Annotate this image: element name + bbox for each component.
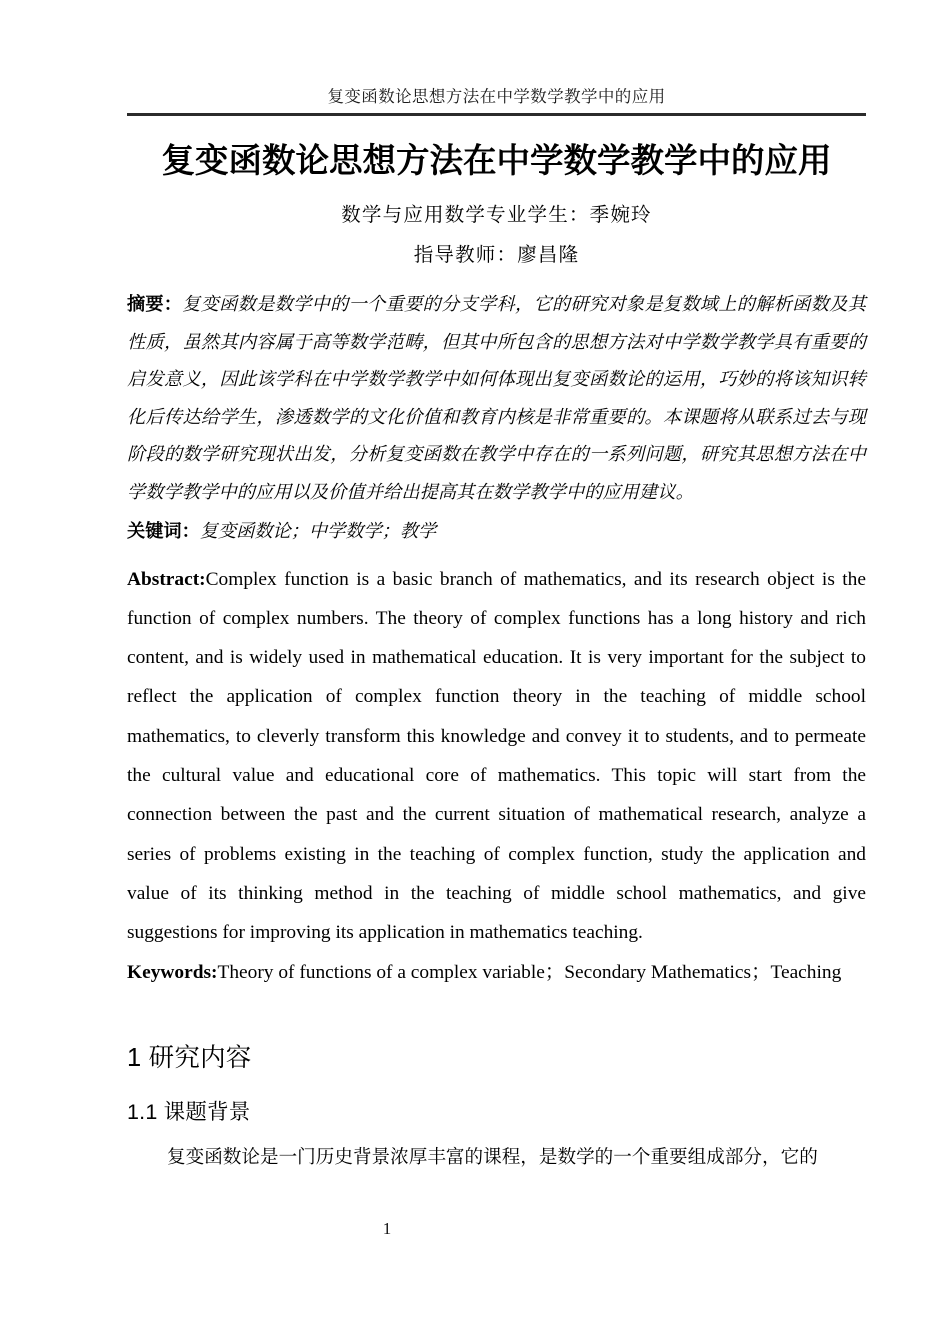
english-keywords bbox=[127, 952, 866, 992]
english-abstract-text: Complex function is a basic branch of mathematics, and its research object is the function of complex numbers. The theory of complex functions has a long history and rich content, and is widely used in mathematical education. It is very important for the subject to reflect the application of complex function theory in the teaching of middle school mathematics, to cleverly transform this knowledge and convey it to students, and to permeate the cultural value and educational core of mathematics. This topic will start from the connection between the past and the current situation of mathematical research, analyze a series of problems existing in the teaching of complex function, study the application and value of its thinking method in the teaching of middle school mathematics, and give suggestions for improving its application in mathematics teaching. bbox=[127, 568, 866, 944]
running-header: 复变函数论思想方法在中学数学教学中的应用 bbox=[327, 87, 666, 106]
chinese-keywords bbox=[127, 511, 866, 551]
page-content bbox=[127, 130, 866, 1176]
page-title: 复变函数论思想方法在中学数学教学中的应用 bbox=[161, 143, 832, 180]
section-heading-1: 1 研究内容 bbox=[127, 1043, 252, 1072]
section-heading-1-1: 1.1 课题背景 bbox=[127, 1099, 251, 1124]
chinese-keywords-label: 关键词： bbox=[127, 521, 200, 541]
english-abstract-label: Abstract: bbox=[127, 568, 206, 590]
page-number: 1 bbox=[382, 1219, 392, 1238]
header-rule-divider bbox=[127, 113, 866, 116]
byline-student: 数学与应用数学专业学生：季婉玲 bbox=[341, 205, 652, 226]
chinese-abstract-text: 复变函数是数学中的一个重要的分支学科，它的研究对象是复数域上的解析函数及其性质，虽然其内容属于高等数学范畴，但其中所包含的思想方法对中学数学教学具有重要的启发意义，因此该学科在中学数学教学中如何体现出复变函数论的运用，巧妙的将该知识转化后传达给学生，渗透数学的文化价值和教育内核是非常重要的。本课题将从联系过去与现阶段的数学研究现状出发，分析复变函数在教学中存在的一系列问题，研究其思想方法在中学数学教学中的应用以及价值并给出提高其在数学教学中的应用建议。 bbox=[127, 294, 866, 502]
english-keywords-label: Keywords: bbox=[127, 962, 218, 984]
english-abstract bbox=[127, 551, 866, 953]
chinese-abstract bbox=[127, 276, 866, 511]
chinese-keywords-text: 复变函数论；中学数学；教学 bbox=[199, 521, 437, 541]
english-keywords-text: Theory of functions of a complex variable；Secondary Mathematics；Teaching bbox=[217, 962, 842, 984]
chinese-abstract-label: 摘要： bbox=[127, 294, 183, 314]
byline-advisor: 指导教师：廖昌隆 bbox=[413, 245, 580, 266]
section-paragraph: 复变函数论是一门历史背景浓厚丰富的课程，是数学的一个重要组成部分，它的 bbox=[167, 1146, 818, 1168]
